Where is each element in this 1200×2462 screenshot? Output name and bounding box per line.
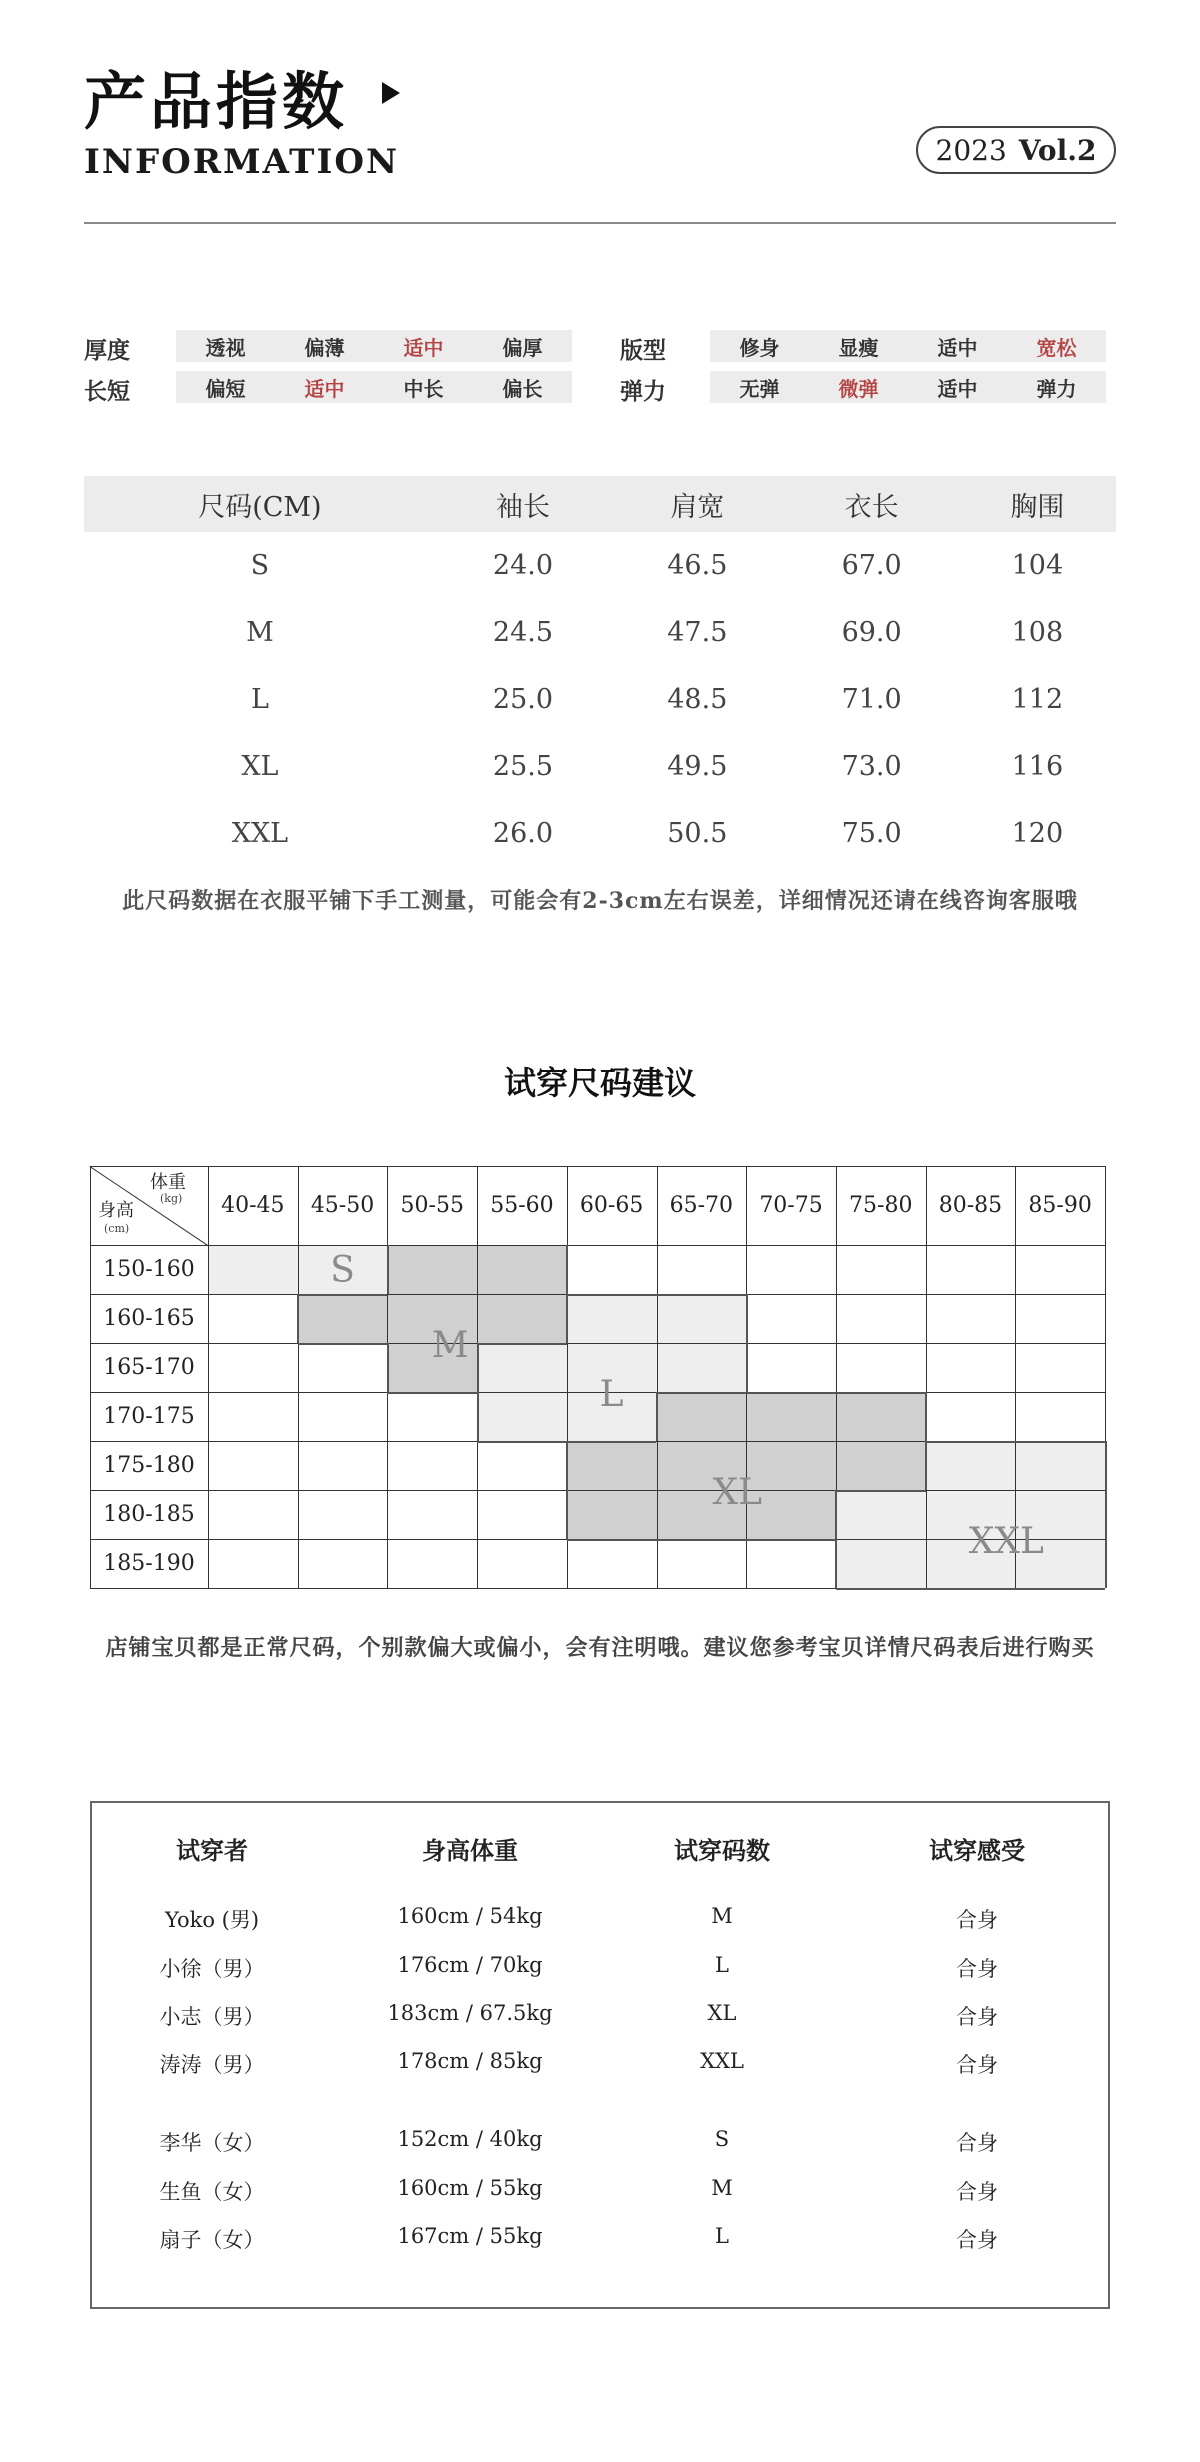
page-title: 产品指数 <box>84 65 349 138</box>
tryon-cell: 小志（男） <box>159 2005 265 2029</box>
attr-option: 适中 <box>937 335 978 360</box>
attr-option-selected: 适中 <box>304 376 345 401</box>
size-zone-label: XL <box>712 1472 762 1513</box>
corner-height-unit: (cm) <box>104 1222 130 1235</box>
tryon-cell: M <box>711 2176 733 2200</box>
size-cell: M <box>246 617 274 648</box>
tryon-cell: 合身 <box>956 1957 998 1981</box>
tryon-cell: Yoko (男) <box>164 1908 260 1932</box>
zone-border <box>1105 1441 1107 1588</box>
zone-border <box>297 1294 299 1343</box>
tryon-cell: XL <box>707 2001 737 2025</box>
zone-border <box>926 1441 1105 1443</box>
size-zone-label: L <box>599 1374 624 1415</box>
grid-line <box>90 1343 1105 1344</box>
attr-option: 偏短 <box>205 376 246 401</box>
size-header-cell: 衣长 <box>784 476 958 532</box>
tryon-cell: 167cm / 55kg <box>397 2224 543 2248</box>
weight-header: 65-70 <box>669 1193 734 1218</box>
size-cell: 46.5 <box>667 550 728 581</box>
weight-header: 85-90 <box>1028 1193 1092 1218</box>
attr-bar <box>176 330 572 362</box>
zone-border <box>835 1539 837 1588</box>
attr-option: 适中 <box>937 376 978 401</box>
weight-header: 45-50 <box>310 1193 375 1218</box>
tryon-cell: 合身 <box>956 2228 998 2252</box>
height-header: 185-190 <box>103 1551 195 1576</box>
weight-header: 55-60 <box>490 1193 554 1218</box>
size-cell: 50.5 <box>667 818 728 849</box>
size-table-body <box>84 532 1116 867</box>
zone-border <box>836 1588 1105 1590</box>
zone-border <box>836 1490 926 1492</box>
zone-border <box>835 1490 837 1539</box>
attr-option: 无弹 <box>739 376 780 401</box>
table-row <box>84 733 1116 800</box>
tryon-cell: 涛涛（男） <box>159 2053 265 2077</box>
corner-height-label: 身高 <box>98 1200 134 1221</box>
size-cell: 108 <box>1011 617 1064 648</box>
grid-line <box>90 1490 1105 1491</box>
size-cell: 47.5 <box>667 617 728 648</box>
zone-border <box>567 1539 836 1541</box>
attr-bar <box>176 371 572 403</box>
zone-border <box>298 1294 388 1296</box>
height-header: 170-175 <box>103 1404 195 1429</box>
tryon-cell: XXL <box>700 2049 744 2073</box>
attr-label: 弹力 <box>620 378 666 405</box>
tryon-cell: 合身 <box>956 1908 998 1932</box>
volume-badge <box>916 126 1116 174</box>
tryon-cell: L <box>715 2224 729 2248</box>
height-header: 150-160 <box>103 1257 195 1282</box>
tryon-cell: 合身 <box>956 2053 998 2077</box>
weight-header: 40-45 <box>221 1193 285 1218</box>
badge-vol: Vol.2 <box>1018 133 1097 167</box>
recommendation-title: 试穿尺码建议 <box>503 1064 696 1102</box>
tryon-cell: 160cm / 55kg <box>397 2176 543 2200</box>
height-header: 165-170 <box>103 1355 195 1380</box>
grid-line <box>90 1245 1105 1246</box>
attr-option: 显瘦 <box>838 335 879 360</box>
attr-option-selected: 宽松 <box>1036 335 1077 360</box>
table-row <box>84 666 1116 733</box>
size-zone-label: XXL <box>968 1521 1044 1562</box>
recommendation-note: 店铺宝贝都是正常尺码，个别款偏大或偏小，会有注明哦。建议您参考宝贝详情尺码表后进行购买 <box>105 1635 1095 1661</box>
play-arrow-icon <box>382 82 400 104</box>
size-zone-label: M <box>431 1325 469 1366</box>
zone-border <box>566 1441 568 1539</box>
size-cell: 49.5 <box>667 751 728 782</box>
tryon-cell: 160cm / 54kg <box>397 1904 543 1928</box>
tryon-cell: 合身 <box>956 2131 998 2155</box>
tryon-cell: 178cm / 85kg <box>397 2049 543 2073</box>
size-cell: XL <box>241 751 279 782</box>
size-cell: S <box>250 550 270 581</box>
weight-header: 80-85 <box>938 1193 1003 1218</box>
size-cell: 73.0 <box>841 751 902 782</box>
size-table-header <box>84 476 1116 532</box>
tryon-cell: 小徐（男） <box>159 1957 265 1981</box>
size-cell: 104 <box>1011 550 1064 581</box>
attr-bar <box>710 330 1106 362</box>
attr-option: 透视 <box>205 335 246 360</box>
attr-option: 弹力 <box>1036 376 1077 401</box>
size-table <box>84 476 1116 867</box>
size-cell: 120 <box>1011 818 1064 849</box>
corner-weight-label: 体重 <box>150 1172 186 1193</box>
attr-option: 偏长 <box>502 376 543 401</box>
height-header: 180-185 <box>103 1502 195 1527</box>
size-cell: 25.5 <box>492 751 554 782</box>
attr-label: 长短 <box>84 378 130 405</box>
size-cell: 71.0 <box>841 684 902 715</box>
tryon-cell: S <box>714 2127 730 2151</box>
size-note: 此尺码数据在衣服平铺下手工测量，可能会有2-3cm左右误差，详细情况还请在线咨询客服哦 <box>122 888 1078 914</box>
size-cell: 26.0 <box>492 818 554 849</box>
tryon-header: 试穿码数 <box>674 1836 770 1865</box>
page-subtitle: INFORMATION <box>84 142 400 182</box>
size-cell: L <box>250 684 269 715</box>
weight-header: 60-65 <box>579 1193 644 1218</box>
size-cell: 112 <box>1011 684 1064 715</box>
tryon-cell: 183cm / 67.5kg <box>387 2001 553 2025</box>
attr-label: 厚度 <box>84 337 130 364</box>
weight-header: 75-80 <box>849 1193 913 1218</box>
tryon-cell: L <box>715 1953 729 1977</box>
zone-border <box>387 1392 477 1394</box>
attr-option: 偏薄 <box>304 335 345 360</box>
size-cell: 67.0 <box>841 550 902 581</box>
size-cell: 69.0 <box>841 617 902 648</box>
tryon-header: 身高体重 <box>422 1836 518 1865</box>
height-header: 175-180 <box>103 1453 195 1478</box>
zone-border <box>746 1294 748 1392</box>
attr-option-selected: 微弹 <box>838 376 879 401</box>
tryon-cell: M <box>711 1904 733 1928</box>
weight-header: 70-75 <box>759 1193 823 1218</box>
size-cell: 48.5 <box>667 684 728 715</box>
attr-option: 中长 <box>403 376 444 401</box>
height-header: 160-165 <box>103 1306 195 1331</box>
attr-option-selected: 适中 <box>403 335 444 360</box>
badge-year: 2023 <box>935 133 1007 167</box>
tryon-header: 试穿感受 <box>929 1836 1025 1865</box>
tryon-cell: 李华（女） <box>159 2131 265 2155</box>
size-header-cell: 尺码(CM) <box>84 476 436 532</box>
attr-bar <box>710 371 1106 403</box>
tryon-cell: 扇子（女） <box>159 2228 265 2252</box>
weight-header: 50-55 <box>400 1193 464 1218</box>
corner-weight-unit: (kg) <box>160 1192 183 1205</box>
size-cell: 75.0 <box>841 818 902 849</box>
table-row <box>84 599 1116 666</box>
tryon-cell: 152cm / 40kg <box>397 2127 543 2151</box>
header-divider <box>84 222 1116 224</box>
attr-option: 修身 <box>739 335 780 360</box>
table-row <box>84 800 1116 867</box>
zone-border <box>567 1294 746 1296</box>
size-cell: 116 <box>1011 751 1064 782</box>
attr-label: 版型 <box>620 337 666 364</box>
table-row <box>84 532 1116 599</box>
tryon-cell: 合身 <box>956 2005 998 2029</box>
size-cell: 24.0 <box>492 550 554 581</box>
size-header-cell: 肩宽 <box>610 476 784 532</box>
size-cell: 25.0 <box>492 684 554 715</box>
size-cell: XXL <box>231 818 289 849</box>
size-zone-label: S <box>330 1250 355 1291</box>
tryon-cell: 生鱼（女） <box>159 2180 265 2204</box>
size-header-cell: 袖长 <box>436 476 610 532</box>
attr-option: 偏厚 <box>502 335 543 360</box>
size-header-cell: 胸围 <box>959 476 1116 532</box>
tryon-cell: 合身 <box>956 2180 998 2204</box>
tryon-cell: 176cm / 70kg <box>397 1953 543 1977</box>
zone-border <box>925 1392 927 1441</box>
tryon-header: 试穿者 <box>176 1836 248 1865</box>
zone-border <box>925 1441 927 1490</box>
size-cell: 24.5 <box>492 617 554 648</box>
